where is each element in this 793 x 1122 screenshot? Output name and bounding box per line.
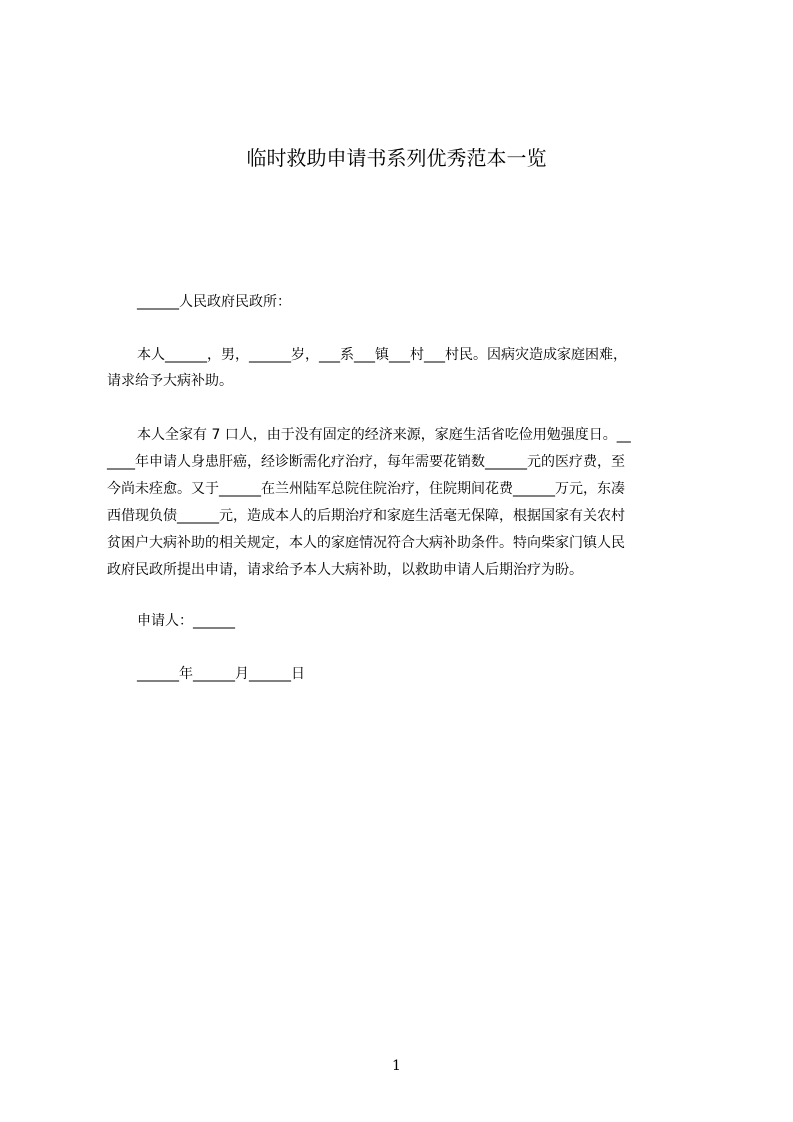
paragraph1-line-2: 请求给予大病补助。 bbox=[107, 373, 233, 389]
document-title: 临时救助申请书系列优秀范本一览 bbox=[246, 146, 547, 170]
paragraph2-line-5: 贫困户大病补助的相关规定，本人的家庭情况符合大病补助条件。特向柴家门镇人民 bbox=[107, 535, 625, 551]
paragraph2-line-1: 本人全家有 7 口人，由于没有固定的经济来源，家庭生活省吃俭用勉强度日。__ bbox=[137, 427, 631, 443]
applicant-signature: 申请人：______ bbox=[137, 613, 235, 629]
paragraph2-line-2: ____年申请人身患肝癌，经诊断需化疗治疗，每年需要花销数______元的医疗费，至 bbox=[107, 454, 625, 470]
date-line: ______年______月______日 bbox=[137, 666, 305, 682]
paragraph2-line-6: 政府民政所提出申请，请求给予本人大病补助，以救助申请人后期治疗为盼。 bbox=[107, 562, 583, 578]
paragraph1-line-1: 本人______，男，______岁，___系___镇___村___村民。因病灾造成家庭困难， bbox=[137, 347, 627, 363]
paragraph2-line-4: 西借现负债______元，造成本人的后期治疗和家庭生活毫无保障，根据国家有关农村 bbox=[107, 508, 625, 524]
paragraph2-line-3: 今尚未痊愈。又于______在兰州陆军总院住院治疗，住院期间花费______万元，东凑 bbox=[107, 481, 625, 497]
salutation: ______人民政府民政所： bbox=[137, 294, 291, 310]
page-number: 1 bbox=[392, 1058, 401, 1074]
